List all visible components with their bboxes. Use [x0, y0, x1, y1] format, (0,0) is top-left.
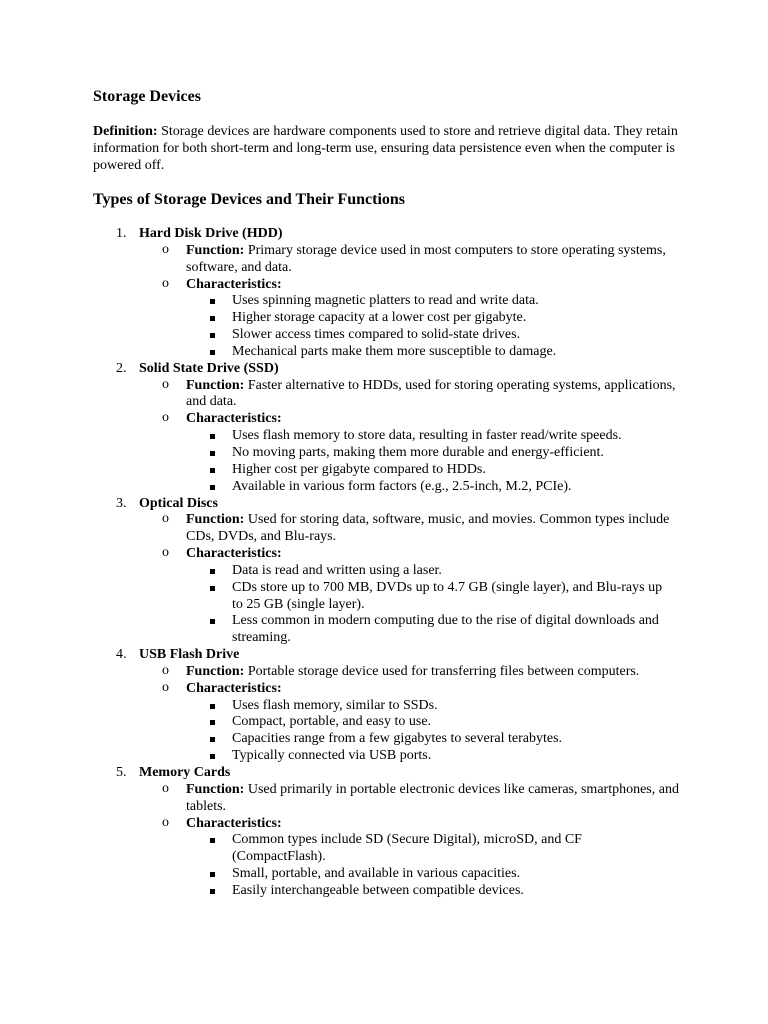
square-bullet-icon — [210, 889, 215, 894]
device-name: Memory Cards — [139, 765, 231, 780]
definition-paragraph — [93, 123, 693, 174]
function-label: Function: — [186, 377, 245, 393]
characteristic-item — [0, 748, 672, 765]
function-text: Used for storing data, software, music, and movies. Common types include CDs, DVDs, and Blu-rays. — [186, 512, 670, 545]
square-bullet-icon — [210, 704, 215, 709]
square-bullet-icon — [210, 333, 215, 338]
function-label: Function: — [186, 663, 245, 679]
characteristic-item — [0, 613, 672, 647]
characteristic-text: Easily interchangeable between compatible devices. — [232, 882, 524, 898]
function-label: Function: — [186, 242, 245, 258]
characteristic-item — [0, 563, 672, 580]
characteristic-item — [0, 327, 672, 344]
square-bullet-icon — [210, 619, 215, 624]
circle-bullet-icon: o — [162, 511, 169, 527]
item-number: 4. — [116, 647, 127, 663]
characteristic-text: Mechanical parts make them more susceptible to damage. — [232, 343, 557, 359]
list-item — [0, 765, 768, 782]
characteristic-text: Common types include SD (Secure Digital), microSD, and CF (CompactFlash). — [232, 832, 582, 865]
item-number: 1. — [116, 226, 127, 241]
characteristics-label: Characteristics: — [186, 276, 282, 292]
characteristics-entry — [0, 277, 686, 294]
characteristic-item — [0, 428, 672, 445]
function-label: Function: — [186, 512, 245, 528]
characteristic-text: Slower access times compared to solid-state drives. — [232, 327, 521, 343]
square-bullet-icon — [210, 434, 215, 439]
square-bullet-icon — [210, 451, 215, 456]
function-entry — [0, 782, 686, 816]
device-name: Solid State Drive (SSD) — [139, 360, 279, 376]
circle-bullet-icon: o — [162, 410, 169, 426]
circle-bullet-icon: o — [162, 241, 169, 257]
characteristic-item — [0, 883, 672, 900]
characteristic-text: Uses flash memory, similar to SSDs. — [232, 697, 438, 713]
characteristic-item — [0, 580, 672, 614]
function-entry — [0, 512, 686, 546]
characteristic-item — [0, 714, 672, 731]
characteristic-item — [0, 731, 672, 748]
function-text: Portable storage device used for transferring files between computers. — [244, 663, 640, 679]
characteristics-label: Characteristics: — [186, 680, 282, 696]
device-name: USB Flash Drive — [139, 647, 240, 663]
characteristics-entry — [0, 681, 686, 698]
types-heading: Types of Storage Devices and Their Functions — [93, 191, 406, 208]
device-name: Hard Disk Drive (HDD) — [139, 226, 283, 241]
list-item — [0, 361, 768, 378]
characteristic-item — [0, 310, 672, 327]
list-item — [0, 647, 768, 664]
characteristic-text: Compact, portable, and easy to use. — [232, 714, 432, 730]
function-entry — [0, 664, 686, 681]
characteristic-text: Available in various form factors (e.g., 2.5-inch, M.2, PCIe). — [232, 478, 572, 494]
characteristic-text: Small, portable, and available in various capacities. — [232, 866, 521, 882]
characteristic-text: Higher cost per gigabyte compared to HDDs. — [232, 461, 486, 477]
circle-bullet-icon: o — [162, 814, 169, 830]
characteristics-entry — [0, 411, 686, 428]
characteristic-item — [0, 293, 672, 310]
characteristics-label: Characteristics: — [186, 546, 282, 562]
circle-bullet-icon: o — [162, 545, 169, 561]
characteristic-text: No moving parts, making them more durable and energy-efficient. — [232, 444, 604, 460]
function-text: Primary storage device used in most computers to store operating systems, software, and data. — [186, 242, 666, 275]
characteristics-label: Characteristics: — [186, 411, 282, 427]
circle-bullet-icon: o — [162, 780, 169, 796]
circle-bullet-icon: o — [162, 275, 169, 291]
definition-text: Storage devices are hardware components used to store and retrieve digital data. They retain information for both short-term and long-term use, ensuring data persistence even when the computer is powered off. — [93, 124, 678, 173]
characteristic-item — [0, 462, 672, 479]
page-title: Storage Devices — [93, 88, 201, 105]
circle-bullet-icon: o — [162, 662, 169, 678]
function-entry — [0, 378, 686, 412]
characteristic-text: Less common in modern computing due to the rise of digital downloads and streaming. — [232, 613, 659, 646]
function-text: Faster alternative to HDDs, used for storing operating systems, applications, and data. — [186, 377, 676, 410]
square-bullet-icon — [210, 838, 215, 843]
square-bullet-icon — [210, 586, 215, 591]
square-bullet-icon — [210, 485, 215, 490]
characteristic-item — [0, 832, 672, 866]
circle-bullet-icon: o — [162, 376, 169, 392]
square-bullet-icon — [210, 737, 215, 742]
characteristic-text: Data is read and written using a laser. — [232, 562, 442, 578]
characteristic-text: Higher storage capacity at a lower cost per gigabyte. — [232, 310, 527, 326]
circle-bullet-icon: o — [162, 679, 169, 695]
item-number: 5. — [116, 765, 127, 780]
characteristics-label: Characteristics: — [186, 815, 282, 831]
characteristic-text: CDs store up to 700 MB, DVDs up to 4.7 GB (single layer), and Blu-rays up to 25 GB (single layer). — [232, 579, 663, 612]
function-text: Used primarily in portable electronic devices like cameras, smartphones, and tablets. — [186, 781, 679, 814]
list-item — [0, 226, 768, 243]
square-bullet-icon — [210, 754, 215, 759]
characteristic-item — [0, 479, 672, 496]
characteristic-text: Capacities range from a few gigabytes to several terabytes. — [232, 731, 563, 747]
characteristic-text: Uses flash memory to store data, resulting in faster read/write speeds. — [232, 428, 622, 444]
device-name: Optical Discs — [139, 495, 218, 511]
list-item — [0, 496, 768, 513]
square-bullet-icon — [210, 350, 215, 355]
square-bullet-icon — [210, 872, 215, 877]
characteristic-text: Typically connected via USB ports. — [232, 748, 432, 764]
square-bullet-icon — [210, 299, 215, 304]
characteristic-item — [0, 344, 672, 361]
square-bullet-icon — [210, 720, 215, 725]
device-list — [0, 226, 768, 900]
characteristic-item — [0, 698, 672, 715]
square-bullet-icon — [210, 569, 215, 574]
characteristics-entry — [0, 816, 686, 833]
definition-label: Definition: — [93, 124, 158, 139]
characteristics-entry — [0, 546, 686, 563]
item-number: 2. — [116, 360, 127, 376]
characteristic-item — [0, 866, 672, 883]
square-bullet-icon — [210, 468, 215, 473]
square-bullet-icon — [210, 316, 215, 321]
function-entry — [0, 243, 686, 277]
function-label: Function: — [186, 781, 245, 797]
item-number: 3. — [116, 495, 127, 511]
characteristic-text: Uses spinning magnetic platters to read and write data. — [232, 293, 539, 309]
characteristic-item — [0, 445, 672, 462]
